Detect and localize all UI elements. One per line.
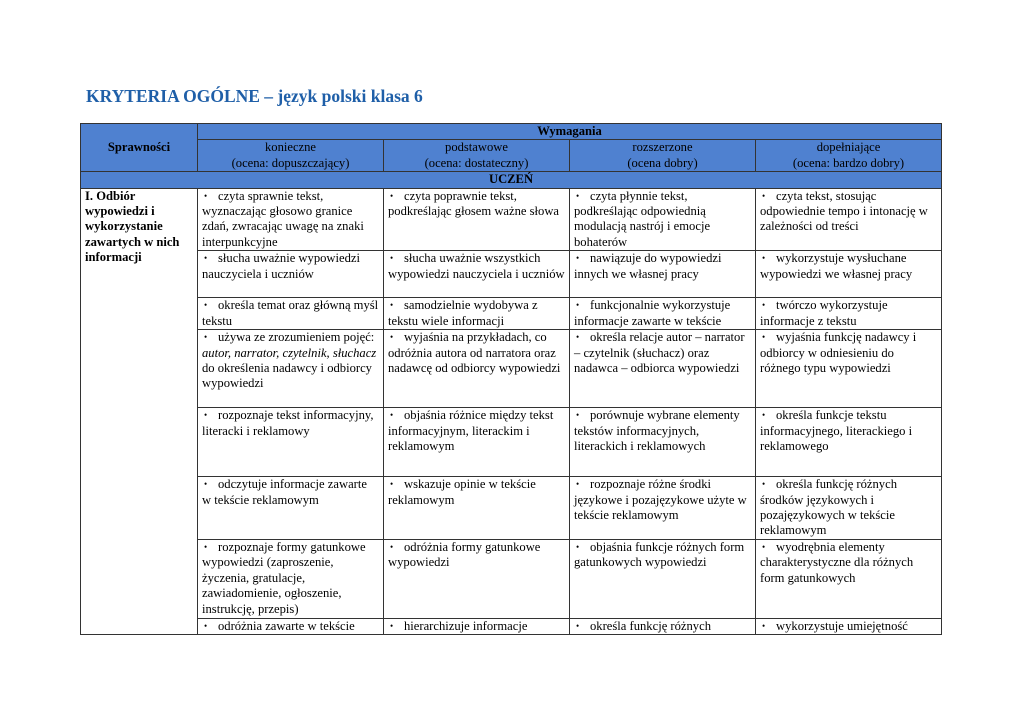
criterion-cell [384,188,570,251]
bullet-icon: • [762,410,766,421]
bullet-icon: • [576,253,580,264]
level-name: dopełniające [816,140,881,155]
criterion-cell [198,298,384,330]
criteria-table [80,123,942,635]
table-row [81,408,942,477]
level-grade: (ocena: bardzo dobry) [792,155,905,170]
bullet-icon: • [390,620,394,631]
criterion-cell [198,188,384,251]
student-header: UCZEŃ [81,172,942,188]
criterion-cell [570,618,756,634]
criterion-text: określa temat oraz główną myśl tekstu [202,298,379,328]
bullet-icon: • [204,190,208,201]
criterion-cell [756,330,942,408]
bullet-icon: • [204,253,208,264]
criterion-cell [570,539,756,618]
bullet-icon: • [576,332,580,343]
criterion-text: określa funkcję różnych [590,618,711,633]
criterion-text: określa funkcje tekstu informacyjnego, literackiego i reklamowego [760,408,913,454]
skills-header: Sprawności [81,124,198,172]
level-grade: (ocena dobry) [627,155,698,170]
bullet-icon: • [576,300,580,311]
criterion-cell [384,477,570,540]
criterion-text-pre: używa ze zrozumieniem pojęć: [218,330,375,345]
bullet-icon: • [204,410,208,421]
level-header-podstawowe [384,140,570,172]
bullet-icon: • [762,300,766,311]
criterion-cell [570,408,756,477]
bullet-icon: • [390,300,394,311]
criterion-text: słucha uważnie wypowiedzi nauczyciela i uczniów [202,251,360,281]
criterion-text: twórczo wykorzystuje informacje z tekstu [760,298,888,328]
criterion-cell [756,539,942,618]
bullet-icon: • [390,332,394,343]
table-row [81,539,942,618]
criterion-cell [198,408,384,477]
table-row [81,477,942,540]
criterion-cell [756,188,942,251]
bullet-icon: • [576,620,580,631]
level-name: konieczne [264,140,317,155]
criterion-text: czyta płynnie tekst, podkreślając odpowiednią modulacją nastrój i emocje bohaterów [574,188,711,249]
criterion-text: wyodrębnia elementy charakterystyczne dla różnych form gatunkowych [760,539,914,585]
criterion-cell [756,618,942,634]
criterion-cell [570,251,756,298]
criterion-cell [384,408,570,477]
bullet-icon: • [762,541,766,552]
bullet-icon: • [576,410,580,421]
bullet-icon: • [390,410,394,421]
bullet-icon: • [204,479,208,490]
criterion-text: wyjaśnia na przykładach, co odróżnia autora od narratora oraz nadawcę od odbiorcy wypowiedzi [388,330,561,376]
criterion-cell [756,298,942,330]
criterion-text: odróżnia formy gatunkowe wypowiedzi [388,539,541,570]
criterion-text: hierarchizuje informacje [404,618,528,633]
bullet-icon: • [762,479,766,490]
table-row [81,618,942,634]
criterion-text-post: do określenia nadawcy i odbiorcy wypowiedzi [202,361,372,391]
criterion-text: nawiązuje do wypowiedzi innych we własnej pracy [574,251,722,281]
requirements-header: Wymagania [198,124,942,140]
table-row [81,251,942,298]
criterion-text: rozpoznaje formy gatunkowe wypowiedzi (zaproszenie, życzenia, gratulacje, zawiadomienie, ogłoszenie, instrukcję, przepis) [202,539,366,616]
criterion-cell [570,477,756,540]
bullet-icon: • [762,332,766,343]
level-header-konieczne [198,140,384,172]
criterion-text: czyta sprawnie tekst, wyznaczając głosowo granice zdań, zwracając uwagę na znaki interpunkcyjne [202,188,364,249]
level-grade: (ocena: dopuszczający) [231,155,350,170]
level-grade: (ocena: dostateczny) [424,155,529,170]
level-header-rozszerzone [570,140,756,172]
bullet-icon: • [762,620,766,631]
bullet-icon: • [576,190,580,201]
table-row [81,298,942,330]
criterion-cell [570,298,756,330]
criterion-text: wskazuje opinie w tekście reklamowym [388,477,536,507]
criterion-cell [384,298,570,330]
criterion-text: określa funkcję różnych środków językowych i pozajęzykowych w tekście reklamowym [760,477,897,538]
criterion-cell [384,539,570,618]
criterion-text: rozpoznaje różne środki językowe i pozajęzykowe użyte w tekście reklamowym [574,477,747,523]
bullet-icon: • [204,620,208,631]
bullet-icon: • [390,541,394,552]
criterion-cell [384,251,570,298]
bullet-icon: • [390,190,394,201]
bullet-icon: • [762,190,766,201]
criterion-cell [198,618,384,634]
skill-name: I. Odbiór wypowiedzi i wykorzystanie zawartych w nich informacji [81,188,198,635]
criterion-text: odczytuje informacje zawarte w tekście reklamowym [202,477,367,507]
criterion-cell [384,618,570,634]
criterion-text: wyjaśnia funkcję nadawcy i odbiorcy w odniesieniu do różnego typu wypowiedzi [760,330,917,376]
criterion-text: określa relacje autor – narrator – czytelnik (słuchacz) oraz nadawca – odbiorca wypowiedzi [574,330,745,376]
criterion-cell [570,330,756,408]
criterion-text: objaśnia funkcje różnych form gatunkowych wypowiedzi [574,539,745,570]
criterion-text: odróżnia zawarte w tekście [218,618,355,633]
criterion-text: czyta poprawnie tekst, podkreślając głosem ważne słowa [388,188,560,219]
table-row [81,330,942,408]
table-row [81,188,942,251]
criterion-text-emphasis: autor, narrator, czytelnik, słuchacz [202,345,377,360]
criterion-cell [756,477,942,540]
bullet-icon: • [762,253,766,264]
criterion-cell [570,188,756,251]
criterion-text: porównuje wybrane elementy tekstów informacyjnych, literackich i reklamowych [574,408,740,454]
bullet-icon: • [204,332,208,343]
criterion-text: czyta tekst, stosując odpowiednie tempo i intonację w zależności od treści [760,188,928,234]
criterion-cell [198,477,384,540]
criterion-text: rozpoznaje tekst informacyjny, literacki i reklamowy [202,408,374,438]
bullet-icon: • [390,479,394,490]
bullet-icon: • [576,479,580,490]
bullet-icon: • [204,300,208,311]
criterion-text: objaśnia różnice między tekst informacyjnym, literackim i reklamowym [388,408,554,454]
criterion-cell [198,330,384,408]
criterion-text: słucha uważnie wszystkich wypowiedzi nauczyciela i uczniów [388,251,565,281]
bullet-icon: • [390,253,394,264]
bullet-icon: • [576,541,580,552]
level-name: rozszerzone [632,140,693,155]
criterion-text: samodzielnie wydobywa z tekstu wiele informacji [388,298,538,328]
level-name: podstawowe [445,140,508,155]
criterion-cell [756,408,942,477]
criterion-cell [198,251,384,298]
criterion-text: wykorzystuje umiejętność [776,618,908,633]
level-header-dopelniajace [756,140,942,172]
criterion-text: funkcjonalnie wykorzystuje informacje zawarte w tekście [574,298,731,328]
document-title: KRYTERIA OGÓLNE – język polski klasa 6 [86,86,423,106]
bullet-icon: • [204,541,208,552]
criterion-cell [198,539,384,618]
criterion-text: wykorzystuje wysłuchane wypowiedzi we własnej pracy [760,251,913,281]
criterion-cell [756,251,942,298]
criterion-cell [384,330,570,408]
